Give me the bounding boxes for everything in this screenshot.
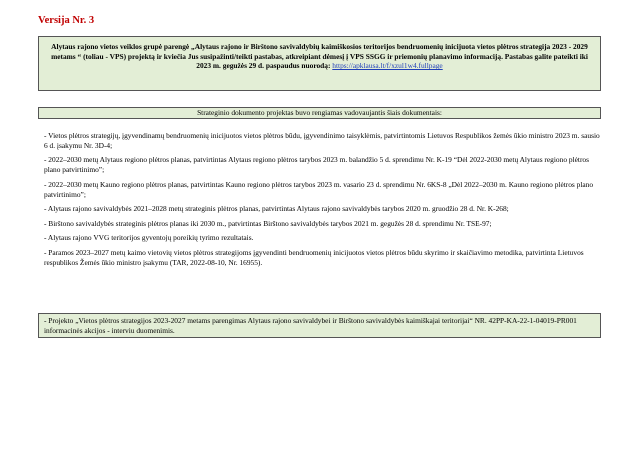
project-note-text: - Projekto „Vietos plėtros strategijos 2023-2027 metams parengimas Alytaus rajono savivaldybei ir Birštono savivaldybės kaimiškajai teritorijai“ NR. 42PP-KA-22-1-04019-PR001 informacinės akcijos - interviu duomenimis. xyxy=(44,316,577,335)
notice-text: Alytaus rajono vietos veiklos grupė parengė „Alytaus rajono ir Birštono savivaldybių kaimiškosios teritorijos bendruomenių inicijuota vietos plėtros strategija 2023 - 2029 metams “ (toliau - VPS) projektą ir kviečia Jus susipažinti/teikti pastabas, atkreipiant dėmesį į VPS SSGG ir priemonių planavimo informaciją. Pastabas galite pateikti iki 2023 m. gegužės 29 d. paspaudus nuorodą: xyxy=(51,42,588,71)
notice-box xyxy=(38,36,601,91)
documents-header: Strateginio dokumento projektas buvo rengiamas vadovaujantis šiais dokumentais: xyxy=(38,107,601,119)
document-item: - Alytaus rajono VVG teritorijos gyventojų poreikių tyrimo rezultatais. xyxy=(44,233,254,243)
project-note-box xyxy=(38,313,601,338)
document-item: - 2022–2030 metų Alytaus regiono plėtros planas, patvirtintas Alytaus regiono plėtros tarybos 2023 m. balandžio 5 d. sprendimu Nr. K-19 “Dėl 2022-2030 metų Alytaus regiono plėtros plano patvirtinimo”; xyxy=(44,155,589,175)
survey-link[interactable]: https://apklausa.lt/f/xzul1w4.fullpage xyxy=(332,61,443,71)
documents-list xyxy=(44,131,604,272)
document-item: - Vietos plėtros strategijų, įgyvendinamų bendruomenių inicijuotos vietos plėtros būdu, įgyvendinimo taisyklėmis, patvirtintomis Lietuvos Respublikos žemės ūkio ministro 2023 m. sausio 6 d. įsakymu Nr. 3D-4; xyxy=(44,131,600,150)
document-item: - Alytaus rajono savivaldybės 2021–2028 metų strateginis plėtros planas, patvirtintas Alytaus rajono savivaldybės tarybos 2020 m. gruodžio 28 d. Nr. K-268; xyxy=(44,204,509,214)
document-item: - 2022–2030 metų Kauno regiono plėtros planas, patvirtintas Kauno regiono plėtros tarybos 2023 m. vasario 23 d. sprendimu Nr. 6KS-8 „Dėl 2022–2030 m. Kauno regiono plėtros plano patvirtinimo”; xyxy=(44,179,594,199)
version-label: Versija Nr. 3 xyxy=(38,15,95,26)
document-item: - Paramos 2023–2027 metų kaimo vietovių vietos plėtros strategijoms įgyvendinti bendruomenių inicijuotos vietos plėtros būdu skyrimo ir skaičiavimo metodika, patvirtinta Lietuvos respublikos Žemės ūkio ministro įsakymu (TAR, 2022-08-10, Nr. 16955). xyxy=(44,247,584,267)
document-item: - Birštono savivaldybės strateginis plėtros planas iki 2030 m., patvirtintas Birštono savivaldybės tarybos 2021 m. gegužės 28 d. sprendimu Nr. TSE-97; xyxy=(44,218,492,228)
